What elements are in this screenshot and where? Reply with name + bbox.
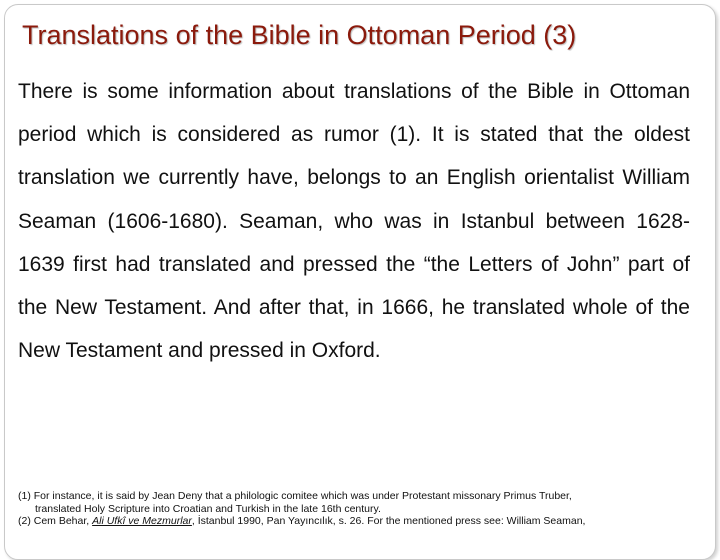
slide-title: Translations of the Bible in Ottoman Period (3) (22, 20, 577, 50)
footnote-2-prefix: (2) Cem Behar, (18, 515, 93, 527)
footnote-2-book-title: Ali Ufkî ve Mezmurlar (92, 515, 192, 527)
footnote-1-line-2: translated Holy Scripture into Croatian and Turkish in the late 16th century. (35, 502, 381, 515)
body-paragraph: There is some information about translations of the Bible in Ottoman period which is considered as rumor (1). It is stated that the oldest translation we currently have, belongs to an English orientalist William Seaman (1606-1680). Seaman, who was in Istanbul between 1628-1639 first had translated and pressed the “the Letters of John” part of the New Testament. And after that, in 1666, he translated whole of the New Testament and pressed in Oxford. (18, 80, 690, 363)
footnote-1-line-1: (1) For instance, it is said by Jean Deny that a philologic comitee which was under Protestant missonary Primus Truber, (18, 490, 572, 502)
footnote-1 (18, 490, 690, 515)
footnote-2 (18, 515, 690, 528)
footnote-2-suffix: , İstanbul 1990, Pan Yayıncılık, s. 26. For the mentioned press see: William Seaman, (191, 515, 586, 527)
footnotes (18, 490, 690, 528)
